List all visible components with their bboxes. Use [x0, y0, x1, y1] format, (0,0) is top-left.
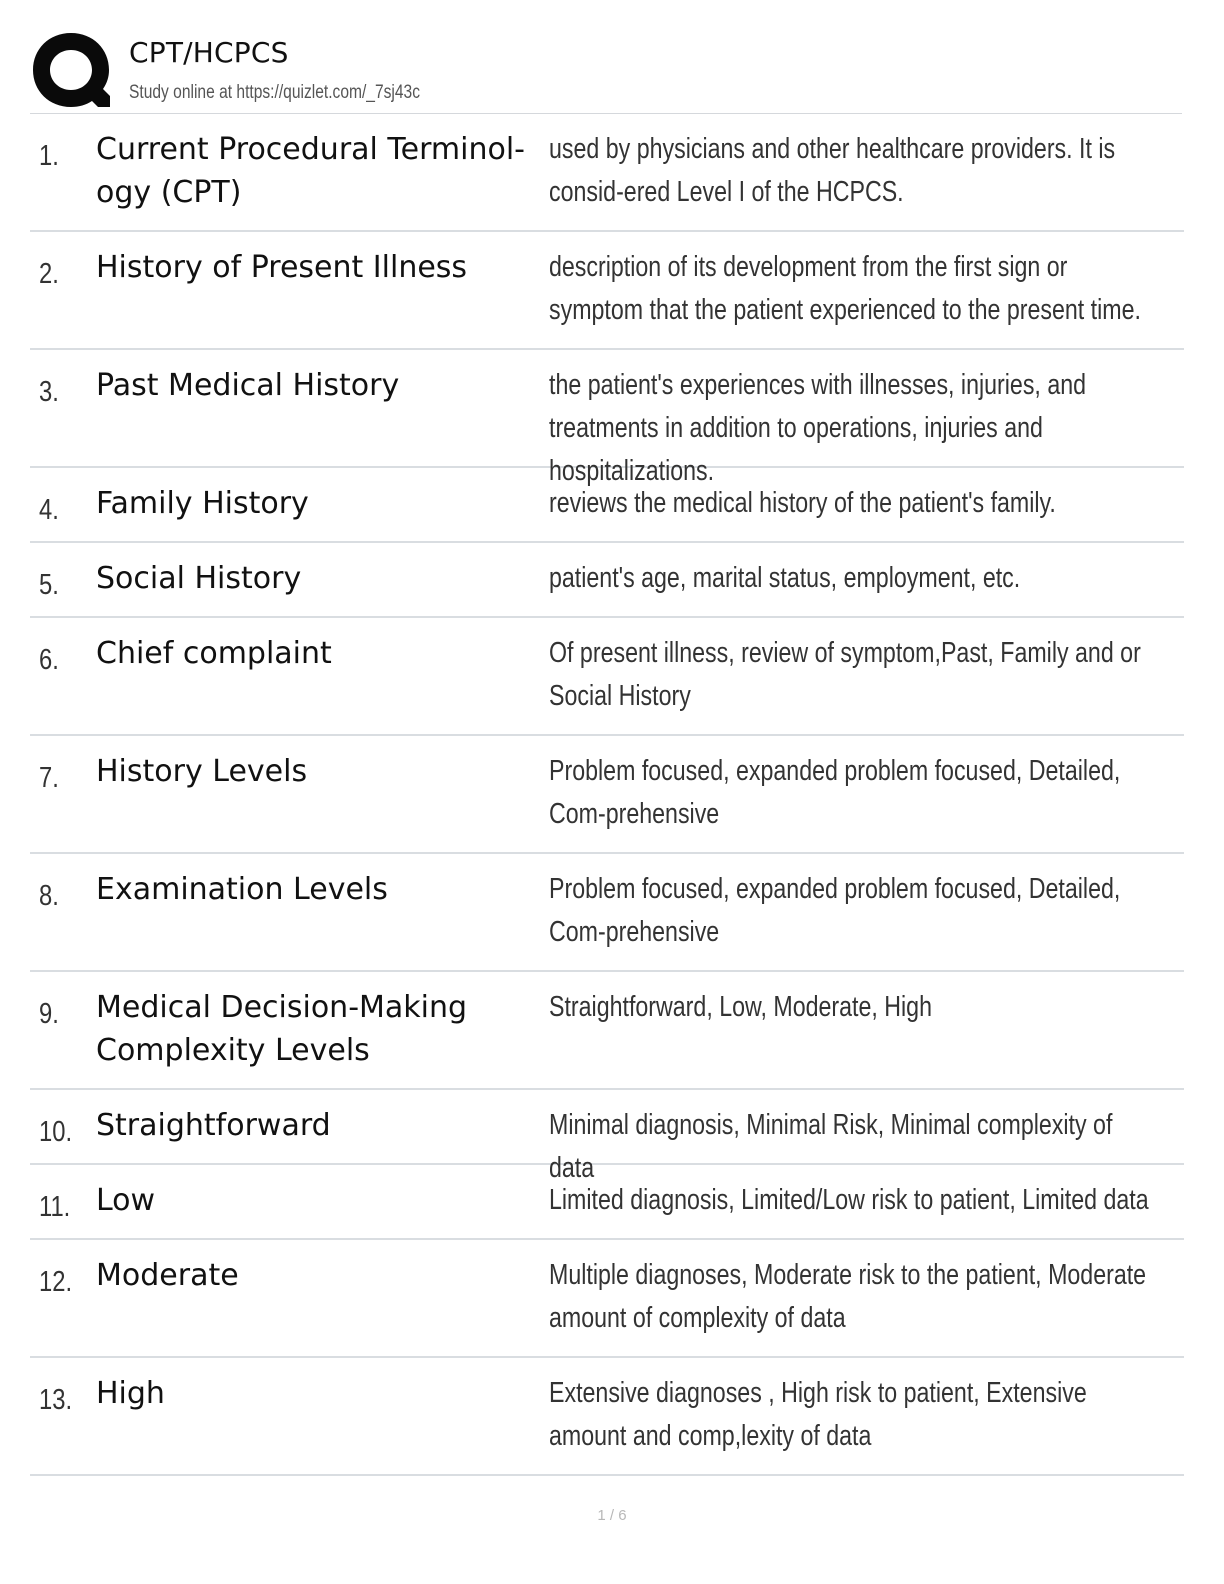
- card-number: 8.: [39, 880, 59, 912]
- card-term: High: [96, 1376, 165, 1411]
- study-online-link[interactable]: Study online at https://quizlet.com/_7sj43c: [129, 82, 420, 103]
- card-number: 1.: [39, 140, 59, 172]
- flashcard-row: [30, 618, 1184, 736]
- flashcard-row: [30, 854, 1184, 972]
- flashcard-row: [30, 1165, 1184, 1240]
- card-number: 9.: [39, 998, 59, 1030]
- card-definition: used by physicians and other healthcare providers. It is consid-ered Level I of the HCPCS.: [549, 133, 1116, 208]
- flashcard-row: [30, 468, 1184, 543]
- flashcard-row: [30, 114, 1184, 232]
- card-number: 2.: [39, 258, 59, 290]
- flashcard-row: [30, 232, 1184, 350]
- card-number: 11.: [39, 1191, 71, 1223]
- card-term: Current Procedural Terminol-ogy (CPT): [96, 132, 525, 210]
- card-term: Past Medical History: [96, 368, 400, 403]
- card-term: Moderate: [96, 1258, 239, 1293]
- card-term: Family History: [96, 486, 309, 521]
- card-term: Social History: [96, 561, 302, 596]
- card-definition: Problem focused, expanded problem focused, Detailed, Com-prehensive: [549, 873, 1121, 948]
- card-definition: Minimal diagnosis, Minimal Risk, Minimal complexity of data: [549, 1109, 1113, 1184]
- card-term: History of Present Illness: [96, 250, 468, 285]
- card-term: Medical Decision-Making Complexity Levels: [96, 990, 468, 1068]
- card-number: 4.: [39, 494, 59, 526]
- flashcard-row: [30, 736, 1184, 854]
- card-number: 10.: [39, 1116, 73, 1148]
- card-term: Examination Levels: [96, 872, 388, 907]
- flashcard-row: [30, 543, 1184, 618]
- card-term: Low: [96, 1183, 156, 1218]
- quizlet-logo-icon: [30, 30, 112, 112]
- page-number: 1 / 6: [597, 1507, 627, 1524]
- card-number: 6.: [39, 644, 59, 676]
- card-definition: description of its development from the first sign or symptom that the patient experienced to the present time.: [549, 251, 1141, 326]
- card-definition: Extensive diagnoses , High risk to patient, Extensive amount and comp,lexity of data: [549, 1377, 1087, 1452]
- card-definition: Straightforward, Low, Moderate, High: [549, 991, 932, 1023]
- card-term: History Levels: [96, 754, 308, 789]
- card-definition: Multiple diagnoses, Moderate risk to the patient, Moderate amount of complexity of data: [549, 1259, 1147, 1334]
- card-number: 12.: [39, 1266, 73, 1298]
- card-term: Chief complaint: [96, 636, 332, 671]
- document-header: [30, 28, 1190, 114]
- card-definition: reviews the medical history of the patient's family.: [549, 487, 1056, 519]
- flashcard-row: [30, 350, 1184, 487]
- card-number: 7.: [39, 762, 59, 794]
- card-number: 3.: [39, 376, 59, 408]
- card-definition: Limited diagnosis, Limited/Low risk to patient, Limited data: [549, 1184, 1149, 1216]
- flashcard-row: [30, 1090, 1184, 1184]
- flashcard-row: [30, 972, 1184, 1090]
- card-definition: Problem focused, expanded problem focused, Detailed, Com-prehensive: [549, 755, 1121, 830]
- flashcard-list: [30, 114, 1184, 1476]
- card-definition: Of present illness, review of symptom,Past, Family and or Social History: [549, 637, 1141, 712]
- card-term: Straightforward: [96, 1108, 331, 1143]
- flashcard-row: [30, 1240, 1184, 1358]
- card-number: 5.: [39, 569, 59, 601]
- card-number: 13.: [39, 1384, 73, 1416]
- flashcard-row: [30, 1358, 1184, 1476]
- card-definition: the patient's experiences with illnesses, injuries, and treatments in addition to operations, injuries and hospitalizations.: [549, 369, 1087, 487]
- deck-title: CPT/HCPCS: [129, 36, 289, 69]
- card-definition: patient's age, marital status, employment, etc.: [549, 562, 1021, 594]
